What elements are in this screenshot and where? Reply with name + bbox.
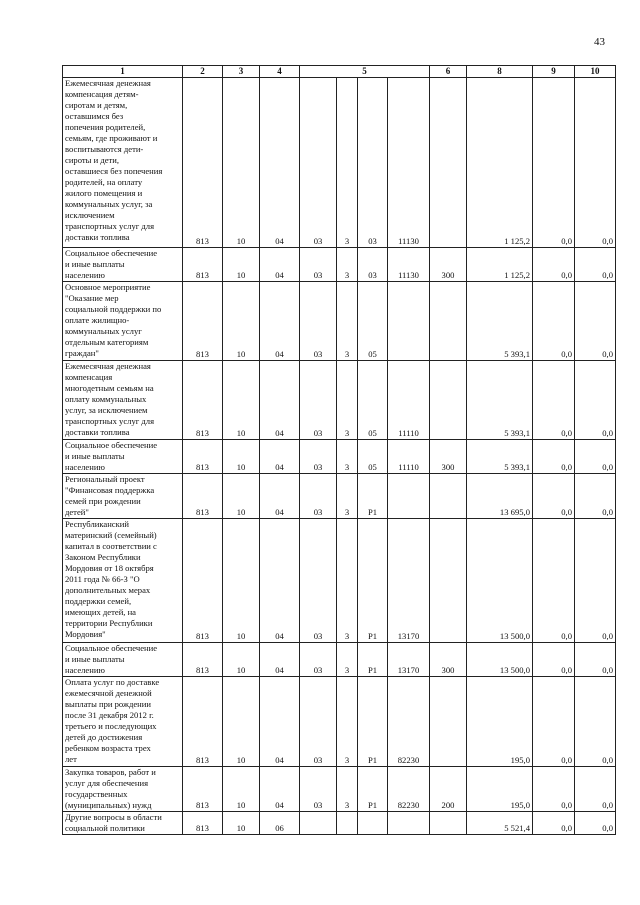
cell-expense-type [430,282,467,361]
cell-amount-year-3: 0,0 [575,361,616,440]
cell-event: P1 [358,643,388,677]
cell-expense-type [430,474,467,519]
cell-amount-year-2: 0,0 [533,677,575,767]
table-row [63,767,616,812]
cell-program: 03 [300,361,337,440]
cell-direction: 11110 [388,440,430,474]
cell-ministry-code: 813 [183,519,223,643]
cell-amount-year-2: 0,0 [533,767,575,812]
cell-amount-year-3: 0,0 [575,440,616,474]
cell-amount-year-3: 0,0 [575,519,616,643]
table-row [63,440,616,474]
row-name: Основное мероприятие "Оказание мер социальной поддержки по оплате жилищно- коммунальных услуг отдельным категориям граждан" [63,282,183,361]
row-name: Региональный проект "Финансовая поддержка семей при рождении детей" [63,474,183,519]
cell-program: 03 [300,78,337,248]
cell-amount-current: 5 393,1 [467,361,533,440]
cell-subprogram-type: 3 [337,643,358,677]
cell-section: 10 [223,677,260,767]
cell-amount-year-3: 0,0 [575,248,616,282]
cell-subsection: 04 [260,440,300,474]
cell-subsection: 04 [260,767,300,812]
cell-ministry-code: 813 [183,282,223,361]
row-name: Ежемесячная денежная компенсация многодетным семьям на оплату коммунальных услуг, за исключением транспортных услуг для доставки топлива [63,361,183,440]
header-col-5: 5 [300,66,430,78]
cell-direction: 11130 [388,248,430,282]
table-body [63,78,616,835]
cell-direction [388,812,430,835]
cell-direction: 13170 [388,643,430,677]
cell-direction [388,282,430,361]
cell-amount-year-3: 0,0 [575,677,616,767]
cell-event: P1 [358,519,388,643]
cell-amount-year-2: 0,0 [533,474,575,519]
cell-amount-current: 13 500,0 [467,643,533,677]
cell-ministry-code: 813 [183,248,223,282]
cell-amount-current: 5 393,1 [467,282,533,361]
row-name: Социальное обеспечение и иные выплаты населению [63,643,183,677]
table-row [63,474,616,519]
cell-subprogram-type [337,812,358,835]
cell-subsection: 04 [260,643,300,677]
cell-expense-type: 200 [430,767,467,812]
cell-subsection: 04 [260,474,300,519]
cell-section: 10 [223,282,260,361]
cell-subsection: 06 [260,812,300,835]
cell-event: 03 [358,248,388,282]
cell-amount-year-3: 0,0 [575,474,616,519]
row-name: Социальное обеспечение и иные выплаты населению [63,248,183,282]
header-col-4: 4 [260,66,300,78]
cell-amount-year-3: 0,0 [575,767,616,812]
cell-subprogram-type: 3 [337,282,358,361]
cell-amount-year-3: 0,0 [575,812,616,835]
cell-section: 10 [223,643,260,677]
table-row [63,248,616,282]
cell-amount-year-2: 0,0 [533,78,575,248]
cell-program [300,812,337,835]
cell-section: 10 [223,474,260,519]
cell-direction: 13170 [388,519,430,643]
cell-amount-current: 13 695,0 [467,474,533,519]
cell-event: 05 [358,361,388,440]
cell-subprogram-type: 3 [337,78,358,248]
cell-subprogram-type: 3 [337,677,358,767]
cell-program: 03 [300,767,337,812]
cell-expense-type: 300 [430,643,467,677]
cell-expense-type [430,78,467,248]
table-row [63,812,616,835]
cell-ministry-code: 813 [183,677,223,767]
cell-amount-current: 5 393,1 [467,440,533,474]
cell-expense-type [430,361,467,440]
cell-section: 10 [223,519,260,643]
cell-direction: 11110 [388,361,430,440]
cell-event [358,812,388,835]
cell-event: P1 [358,767,388,812]
cell-ministry-code: 813 [183,474,223,519]
cell-section: 10 [223,248,260,282]
cell-ministry-code: 813 [183,643,223,677]
table-row [63,282,616,361]
cell-program: 03 [300,248,337,282]
budget-table [62,65,616,835]
cell-section: 10 [223,361,260,440]
cell-amount-year-3: 0,0 [575,282,616,361]
cell-section: 10 [223,812,260,835]
cell-ministry-code: 813 [183,78,223,248]
cell-ministry-code: 813 [183,361,223,440]
cell-program: 03 [300,474,337,519]
cell-subsection: 04 [260,78,300,248]
cell-section: 10 [223,78,260,248]
header-col-6: 6 [430,66,467,78]
table-row [63,519,616,643]
cell-subprogram-type: 3 [337,440,358,474]
cell-amount-current: 1 125,2 [467,248,533,282]
cell-amount-current: 195,0 [467,767,533,812]
cell-amount-year-3: 0,0 [575,78,616,248]
row-name: Закупка товаров, работ и услуг для обеспечения государственных (муниципальных) нужд [63,767,183,812]
cell-program: 03 [300,677,337,767]
table-row [63,78,616,248]
cell-ministry-code: 813 [183,440,223,474]
cell-subsection: 04 [260,361,300,440]
cell-section: 10 [223,767,260,812]
cell-amount-current: 195,0 [467,677,533,767]
header-col-9: 9 [533,66,575,78]
cell-program: 03 [300,440,337,474]
header-col-3: 3 [223,66,260,78]
cell-subprogram-type: 3 [337,474,358,519]
table-header [63,66,616,78]
cell-event: 05 [358,440,388,474]
cell-amount-year-2: 0,0 [533,519,575,643]
cell-expense-type: 300 [430,248,467,282]
cell-subsection: 04 [260,519,300,643]
row-name: Республиканский материнский (семейный) капитал в соответствии с Законом Республики Мордовия от 18 октября 2011 года № 66-З "О дополнительных мерах поддержки семей, имеющих детей, на территории Республики Мордовия" [63,519,183,643]
cell-subsection: 04 [260,282,300,361]
cell-expense-type [430,519,467,643]
cell-subprogram-type: 3 [337,248,358,282]
cell-amount-current: 5 521,4 [467,812,533,835]
header-col-8: 8 [467,66,533,78]
row-name: Социальное обеспечение и иные выплаты населению [63,440,183,474]
cell-subsection: 04 [260,248,300,282]
cell-direction: 11130 [388,78,430,248]
header-col-2: 2 [183,66,223,78]
cell-amount-current: 13 500,0 [467,519,533,643]
cell-amount-year-3: 0,0 [575,643,616,677]
row-name: Ежемесячная денежная компенсация детям- сиротам и детям, оставшимся без попечения родителей, семьям, где проживают и воспитываются дети- сироты и дети, оставшиеся без попечения родителей, на оплату жилого помещения и коммунальных услуг, за исключением транспортных услуг для доставки топлива [63,78,183,248]
cell-direction: 82230 [388,677,430,767]
cell-expense-type: 300 [430,440,467,474]
cell-event: 05 [358,282,388,361]
cell-amount-year-2: 0,0 [533,440,575,474]
cell-subprogram-type: 3 [337,361,358,440]
cell-amount-year-2: 0,0 [533,643,575,677]
cell-program: 03 [300,519,337,643]
cell-amount-year-2: 0,0 [533,361,575,440]
cell-section: 10 [223,440,260,474]
cell-amount-year-2: 0,0 [533,248,575,282]
cell-program: 03 [300,282,337,361]
row-name: Другие вопросы в области социальной политики [63,812,183,835]
header-col-10: 10 [575,66,616,78]
cell-amount-year-2: 0,0 [533,812,575,835]
cell-subprogram-type: 3 [337,767,358,812]
cell-expense-type [430,677,467,767]
cell-amount-year-2: 0,0 [533,282,575,361]
cell-program: 03 [300,643,337,677]
cell-direction: 82230 [388,767,430,812]
table-row [63,643,616,677]
cell-direction [388,474,430,519]
page-number: 43 [594,36,605,48]
cell-event: P1 [358,474,388,519]
table-row [63,361,616,440]
cell-ministry-code: 813 [183,767,223,812]
header-col-1: 1 [63,66,183,78]
cell-event: 03 [358,78,388,248]
cell-subsection: 04 [260,677,300,767]
row-name: Оплата услуг по доставке ежемесячной денежной выплаты при рождении после 31 декабря 2012 г. третьего и последующих детей до достижения ребенком возраста трех лет [63,677,183,767]
cell-expense-type [430,812,467,835]
cell-ministry-code: 813 [183,812,223,835]
table-row [63,677,616,767]
cell-subprogram-type: 3 [337,519,358,643]
cell-amount-current: 1 125,2 [467,78,533,248]
cell-event: P1 [358,677,388,767]
